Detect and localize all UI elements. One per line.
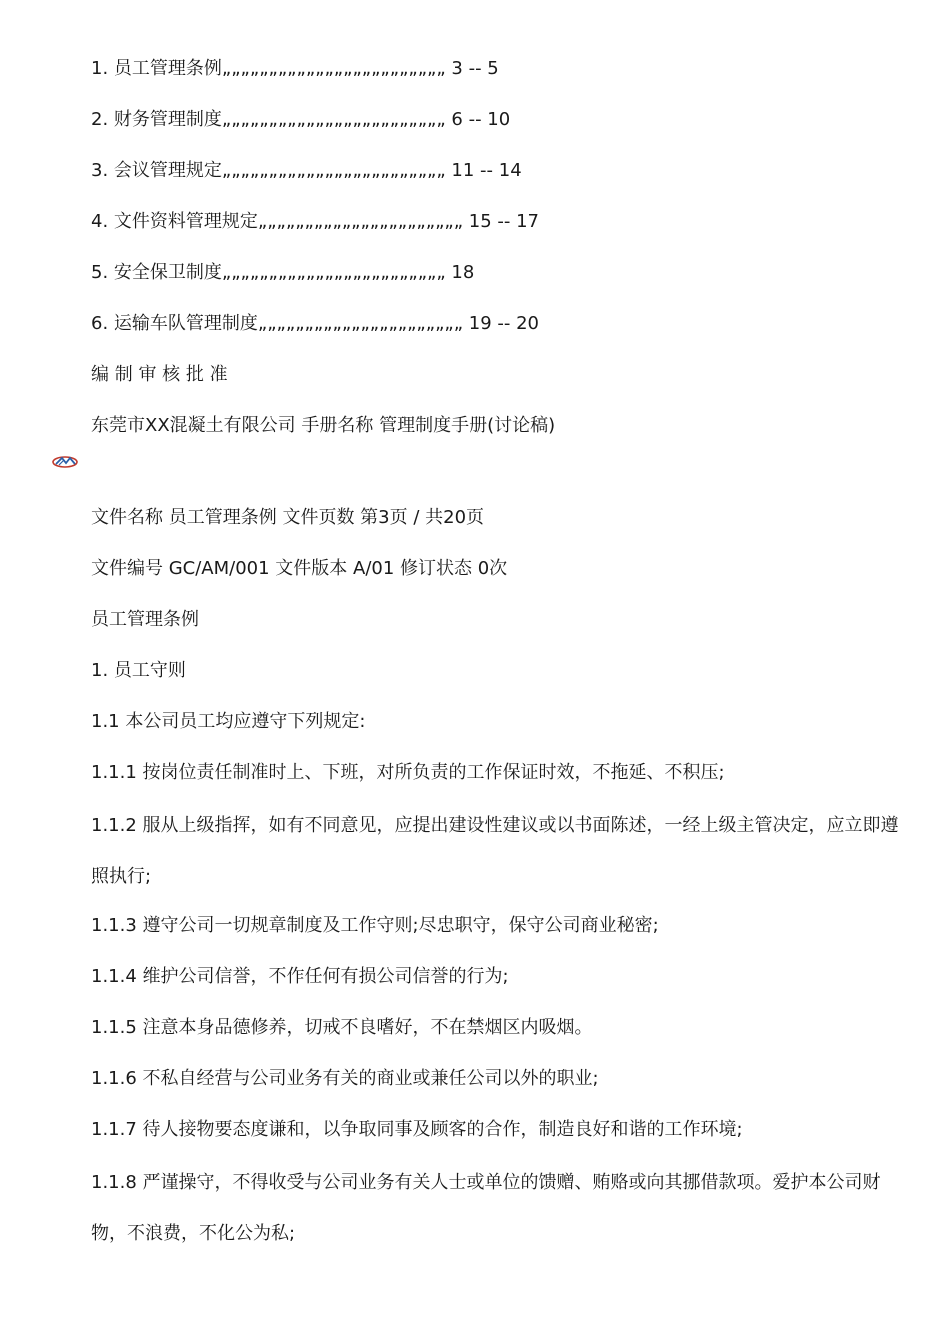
- clause-1-1-7: 1.1.7 待人接物要态度谦和，以争取同事及顾客的合作，制造良好和谐的工作环境;: [91, 1119, 743, 1140]
- clause-1-1: 1.1 本公司员工均应遵守下列规定:: [91, 711, 366, 732]
- clause-1-1-5: 1.1.5 注意本身品德修养，切戒不良嗜好，不在禁烟区内吸烟。: [91, 1017, 593, 1038]
- toc-item-1: 1. 员工管理条例„„„„„„„„„„„„„„„„„„„„„„„„ 3 -- 5: [91, 58, 499, 79]
- chapter-title: 1. 员工守则: [91, 660, 186, 681]
- clause-1-1-3: 1.1.3 遵守公司一切规章制度及工作守则;尽忠职守，保守公司商业秘密;: [91, 915, 659, 936]
- clause-1-1-6: 1.1.6 不私自经营与公司业务有关的商业或兼任公司以外的职业;: [91, 1068, 599, 1089]
- company-line: 东莞市XX混凝土有限公司 手册名称 管理制度手册(讨论稿): [91, 415, 556, 436]
- toc-item-3: 3. 会议管理规定„„„„„„„„„„„„„„„„„„„„„„„„ 11 -- 14: [91, 160, 522, 181]
- company-logo-icon: [50, 452, 80, 472]
- file-name-line: 文件名称 员工管理条例 文件页数 第3页 / 共20页: [91, 507, 485, 528]
- section-title: 员工管理条例: [91, 609, 199, 630]
- toc-item-6: 6. 运输车队管理制度„„„„„„„„„„„„„„„„„„„„„„ 19 -- 20: [91, 313, 540, 334]
- file-number-line: 文件编号 GC/AM/001 文件版本 A/01 修订状态 0次: [91, 558, 508, 579]
- clause-1-1-2: 1.1.2 服从上级指挥，如有不同意见，应提出建设性建议或以书面陈述，一经上级主管决定，应立即遵照执行;: [91, 815, 899, 887]
- toc-item-5: 5. 安全保卫制度„„„„„„„„„„„„„„„„„„„„„„„„ 18: [91, 262, 475, 283]
- clause-1-1-8: 1.1.8 严谨操守，不得收受与公司业务有关人士或单位的馈赠、贿赂或向其挪借款项。爱护本公司财物，不浪费，不化公为私;: [91, 1172, 881, 1244]
- approval-line: 编 制 审 核 批 准: [91, 364, 228, 385]
- clause-1-1-4: 1.1.4 维护公司信誉，不作任何有损公司信誉的行为;: [91, 966, 509, 987]
- clause-1-1-1: 1.1.1 按岗位责任制准时上、下班，对所负责的工作保证时效，不拖延、不积压;: [91, 762, 725, 783]
- toc-item-4: 4. 文件资料管理规定„„„„„„„„„„„„„„„„„„„„„„ 15 -- 17: [91, 211, 540, 232]
- toc-item-2: 2. 财务管理制度„„„„„„„„„„„„„„„„„„„„„„„„ 6 -- 10: [91, 109, 511, 130]
